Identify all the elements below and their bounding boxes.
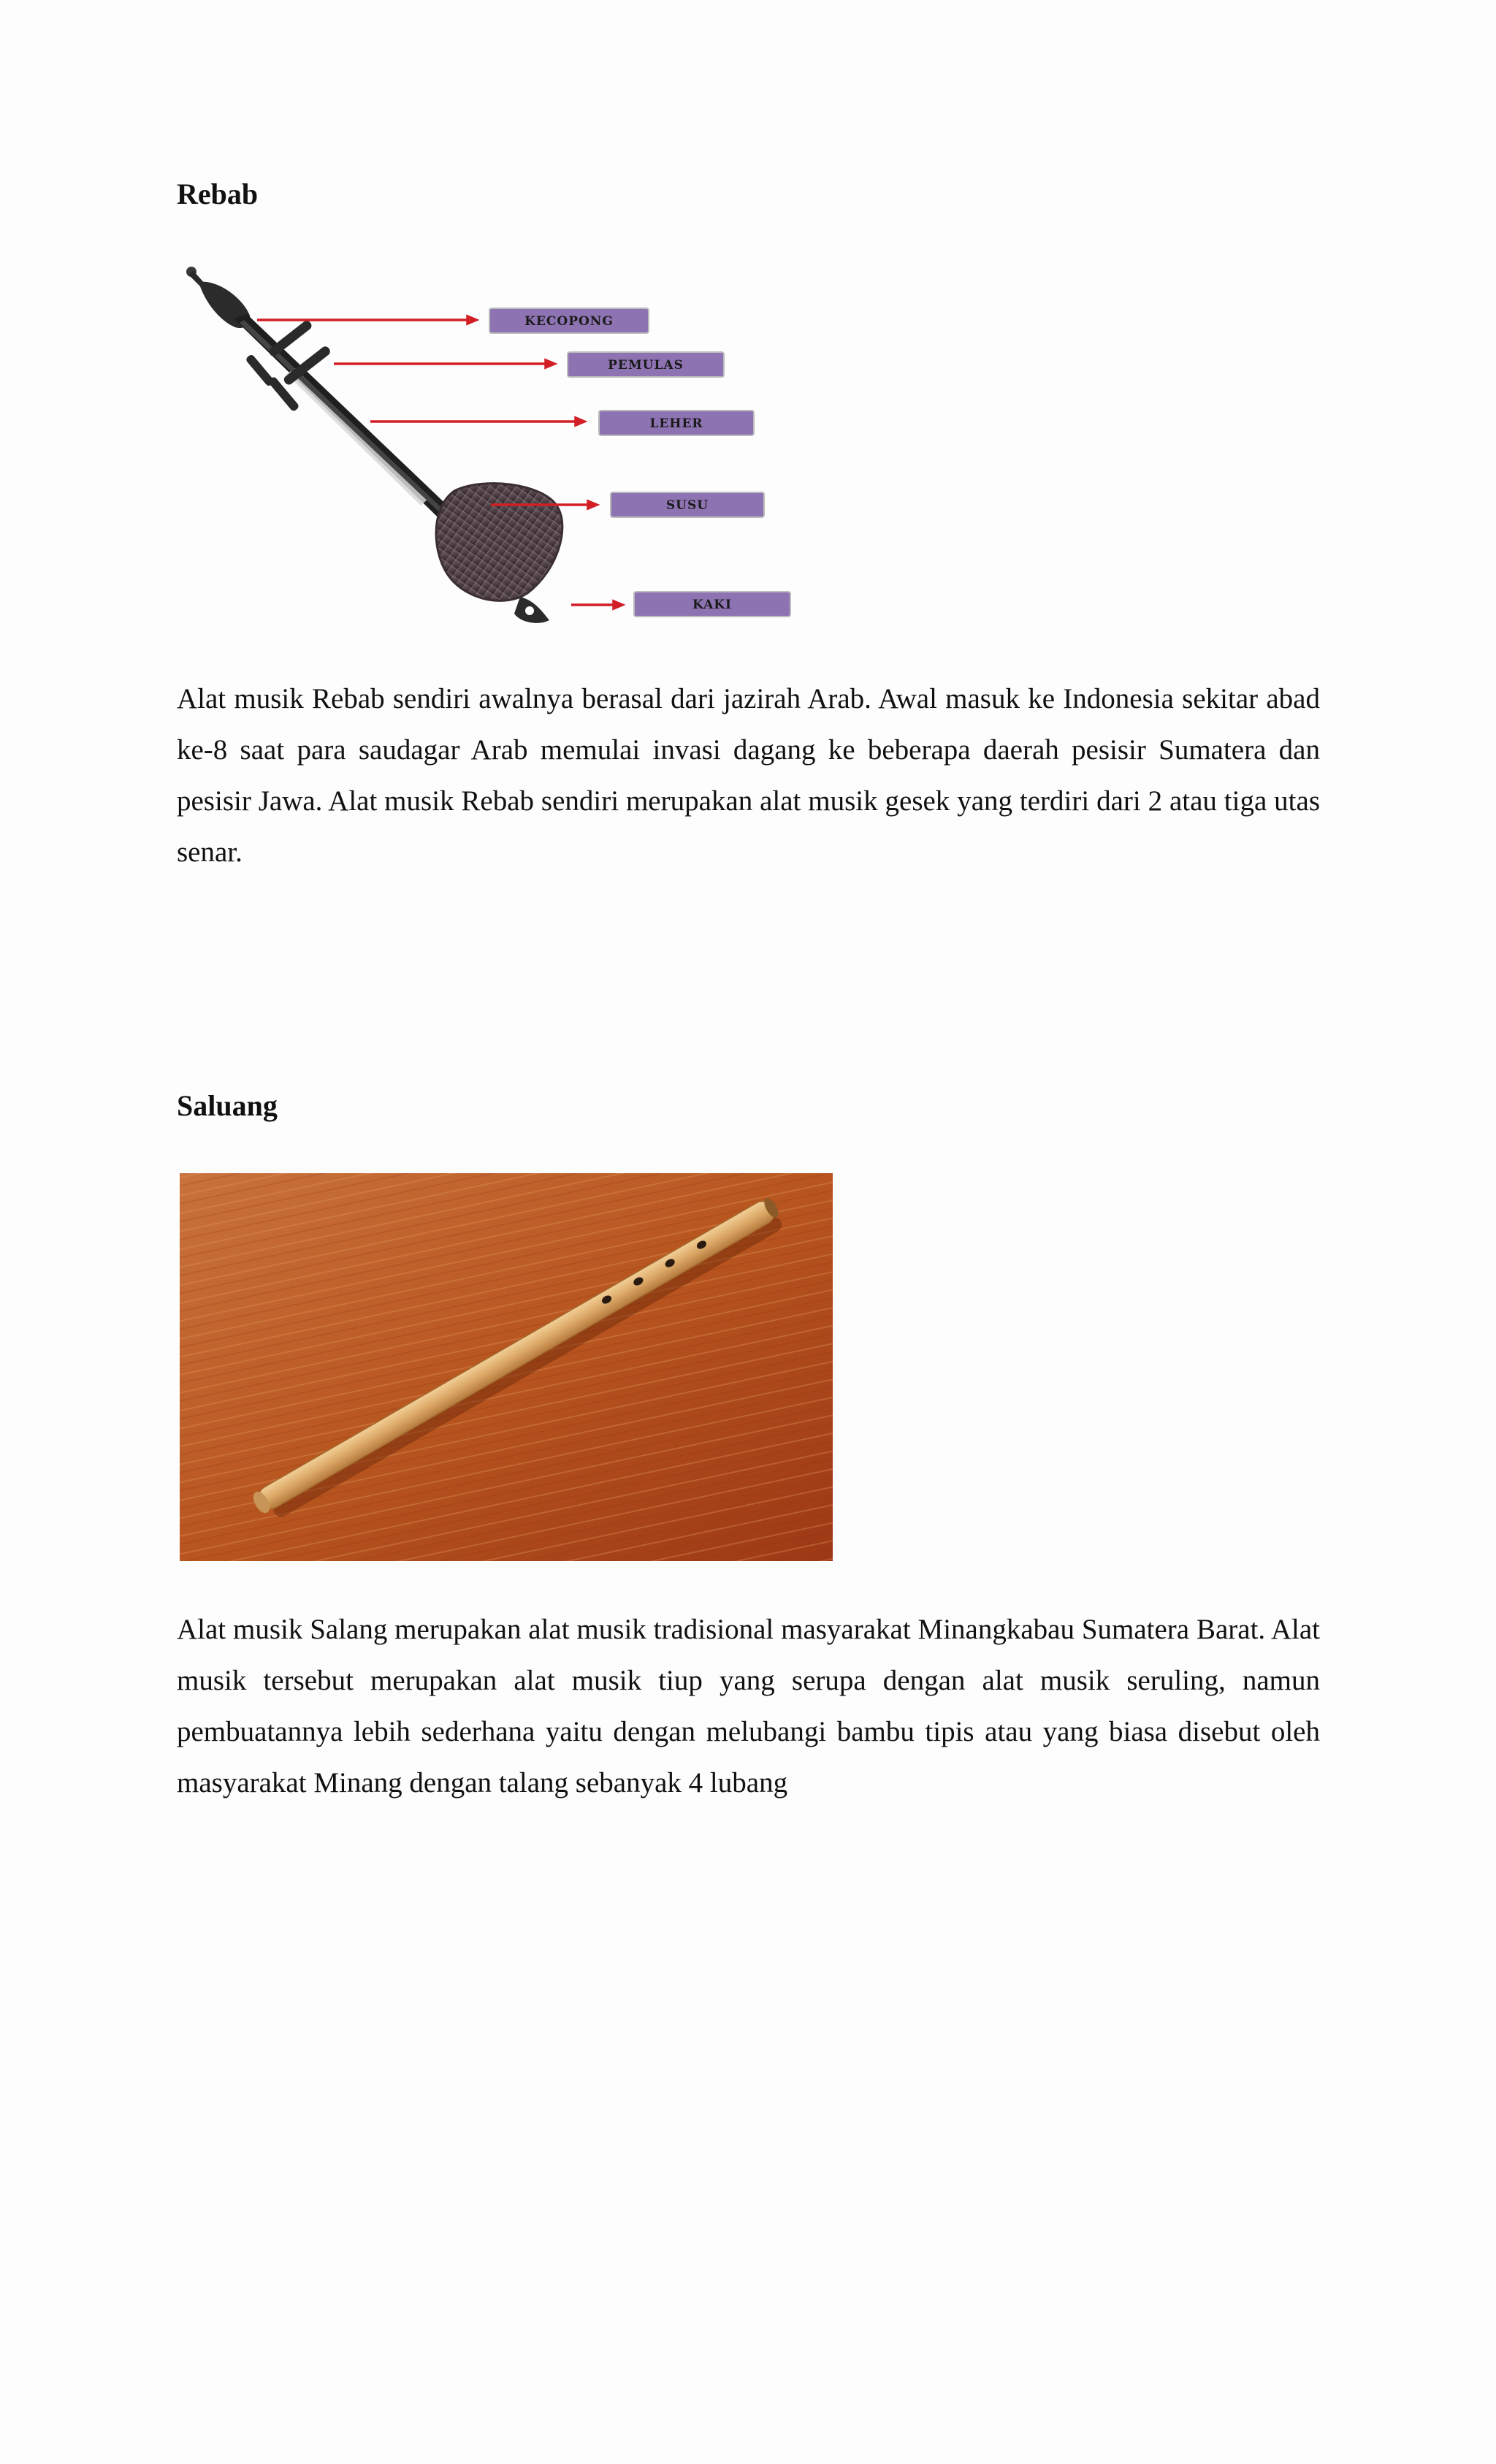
label-susu-text: SUSU [665, 498, 709, 513]
label-kaki [634, 592, 790, 617]
label-pemulas-text: PEMULAS [608, 358, 684, 373]
label-susu [611, 492, 764, 517]
saluang-description: Alat musik Salang merupakan alat musik tradisional masyarakat Minangkabau Sumatera Barat. Alat musik tersebut merupakan alat musik tiup yang serupa dengan alat musik seruling, namun pembuatannya lebih sederhana yaitu dengan melubangi bambu tipis atau yang biasa disebut oleh masyarakat Minang dengan talang sebanyak 4 lubang [177, 1614, 1320, 1799]
label-leher [599, 411, 754, 435]
label-leher-text: LEHER [649, 416, 703, 431]
label-pemulas [568, 352, 724, 377]
rebab-heading: Rebab [177, 178, 259, 210]
rebab-description: Alat musik Rebab sendiri awalnya berasal dari jazirah Arab. Awal masuk ke Indonesia sekitar abad ke-8 saat para saudagar Arab memulai invasi dagang ke beberapa daerah pesisir Sumatera dan pesisir Jawa. Alat musik Rebab sendiri merupakan alat musik gesek yang terdiri dari 2 atau tiga utas senar. [177, 683, 1320, 868]
label-kecopong [489, 308, 649, 333]
label-kaki-text: KAKI [692, 598, 733, 612]
saluang-heading: Saluang [177, 1089, 278, 1122]
rebab-diagram [177, 257, 805, 630]
label-kecopong-text: KECOPONG [524, 314, 614, 329]
saluang-photo [180, 1173, 833, 1561]
